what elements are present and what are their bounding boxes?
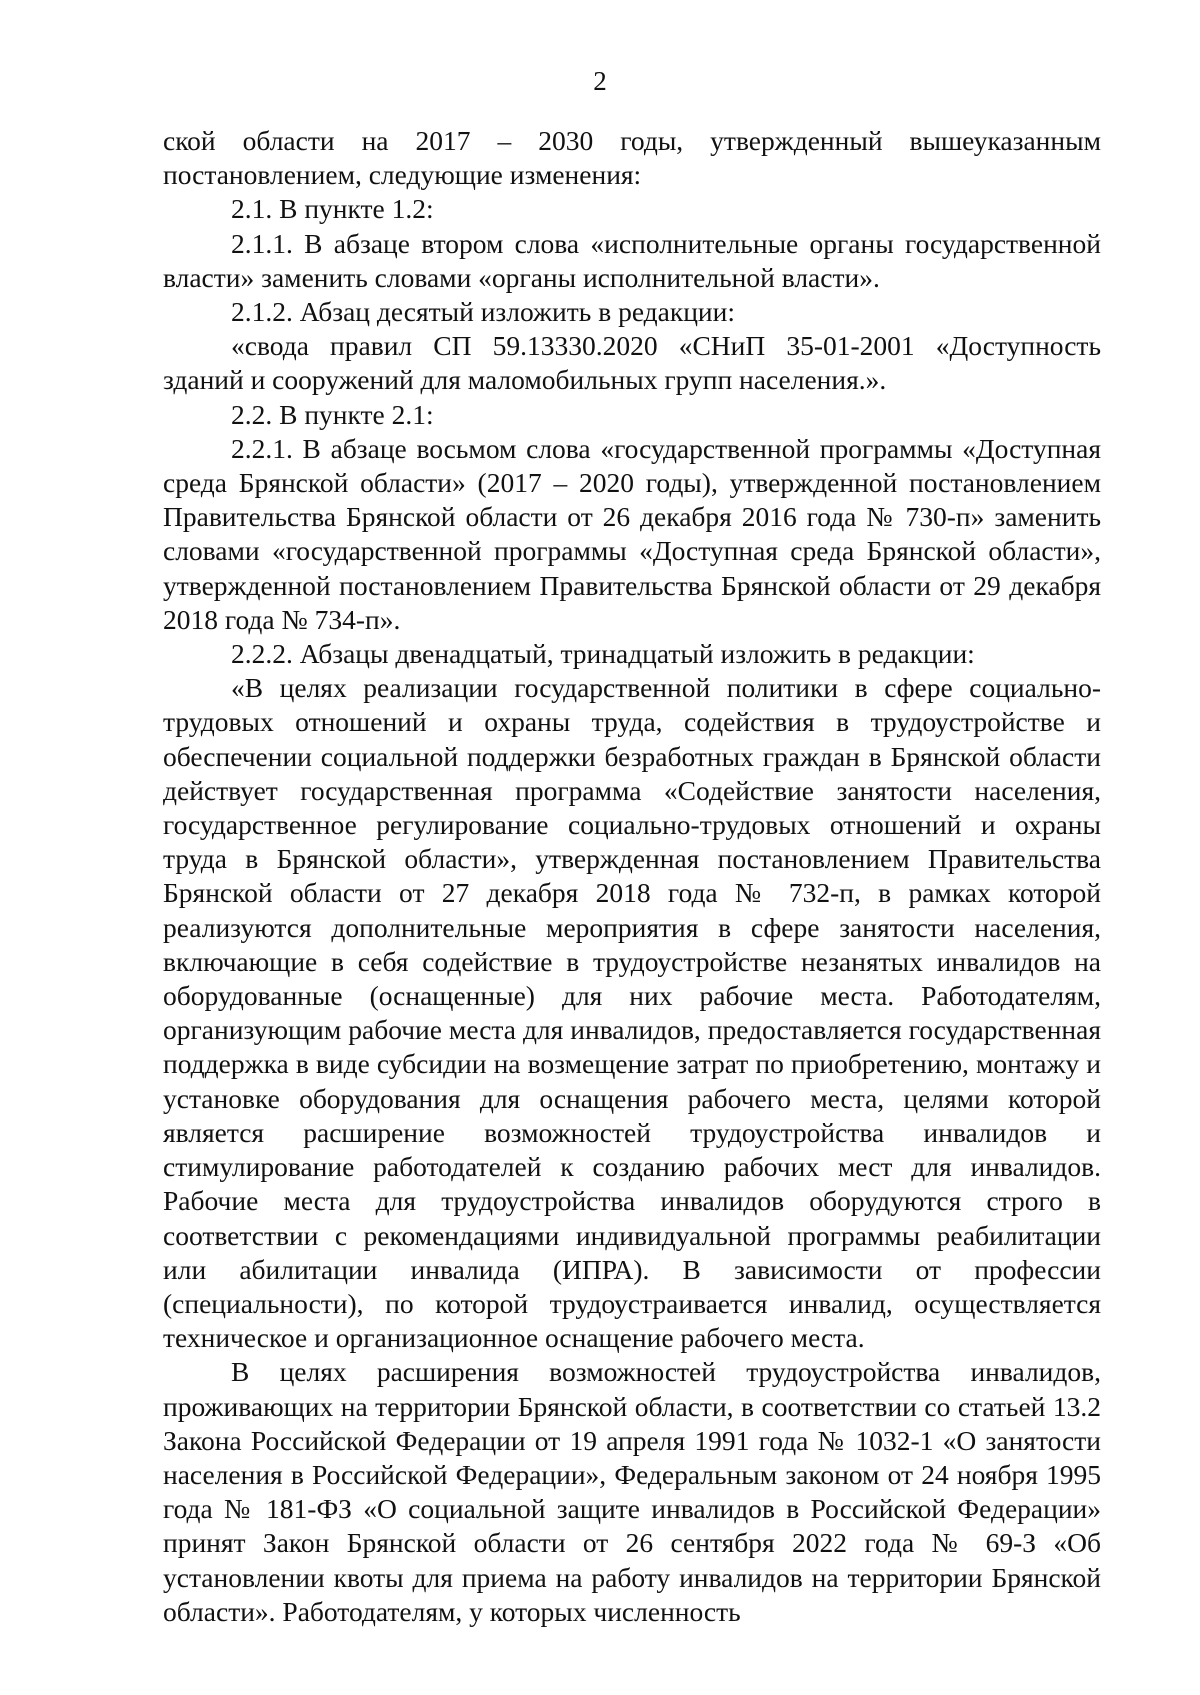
paragraph-continuation: ской области на 2017 – 2030 годы, утвержденный вышеуказанным постановлением, следующие изменения:: [163, 125, 1101, 191]
paragraph-quota-law: В целях расширения возможностей трудоустройства инвалидов, проживающих на территории Брянской области, в соответствии со статьей 13.2 Закона Российской Федерации от 19 апреля 1991 года № 1032-1 «О занятости населения в Российской Федерации», Федеральным законом от 24 ноября 1995 года № 181-ФЗ «О социальной защите инвалидов в Российской Федерации» принят Закон Брянской области от 26 сентября 2022 года № 69-З «Об установлении квоты для приема на работу инвалидов на территории Брянской области». Работодателям, у которых численность: [163, 1356, 1101, 1627]
paragraph-item-2-1-2: 2.1.2. Абзац десятый изложить в редакции:: [231, 296, 736, 328]
page-number: 2: [593, 66, 607, 96]
paragraph-item-2-2-1: 2.2.1. В абзаце восьмом слова «государственной программы «Доступная среда Брянской области» (2017 – 2020 годы), утвержденной постановлением Правительства Брянской области от 26 декабря 2016 года № 730-п» заменить словами «государственной программы «Доступная среда Брянской области», утвержденной постановлением Правительства Брянской области от 29 декабря 2018 года № 734-п».: [163, 432, 1101, 635]
document-body: [163, 124, 1101, 1629]
paragraph-quote-policy: «В целях реализации государственной политики в сфере социально-трудовых отношений и охраны труда, содействия в трудоустройстве и обеспечении социальной поддержки безработных граждан в Брянской области действует государственная программа «Содействие занятости населения, государственное регулирование социально-трудовых отношений и охраны труда в Брянской области», утвержденная постановлением Правительства Брянской области от 27 декабря 2018 года № 732-п, в рамках которой реализуются дополнительные мероприятия в сфере занятости населения, включающие в себя содействие в трудоустройстве незанятых инвалидов на оборудованные (оснащенные) для них рабочие места. Работодателям, организующим рабочие места для инвалидов, предоставляется государственная поддержка в виде субсидии на возмещение затрат по приобретению, монтажу и установке оборудования для оснащения рабочего места, целями которой является расширение возможностей трудоустройства инвалидов и стимулирование работодателей к созданию рабочих мест для инвалидов. Рабочие места для трудоустройства инвалидов оборудуются строго в соответствии с рекомендациями индивидуальной программы реабилитации или абилитации инвалида (ИПРА). В зависимости от профессии (специальности), по которой трудоустраивается инвалид, осуществляется техническое и организационное оснащение рабочего места.: [163, 672, 1101, 1354]
paragraph-quote-snip: «свода правил СП 59.13330.2020 «СНиП 35-01-2001 «Доступность зданий и сооружений для маломобильных групп населения.».: [163, 330, 1101, 396]
paragraph-item-2-2-2: 2.2.2. Абзацы двенадцатый, тринадцатый изложить в редакции:: [231, 638, 975, 670]
paragraph-item-2-1-1: 2.1.1. В абзаце втором слова «исполнительные органы государственной власти» заменить словами «органы исполнительной власти».: [163, 227, 1101, 293]
paragraph-item-2-1: 2.1. В пункте 1.2:: [231, 193, 434, 225]
paragraph-item-2-2: 2.2. В пункте 2.1:: [231, 398, 434, 430]
